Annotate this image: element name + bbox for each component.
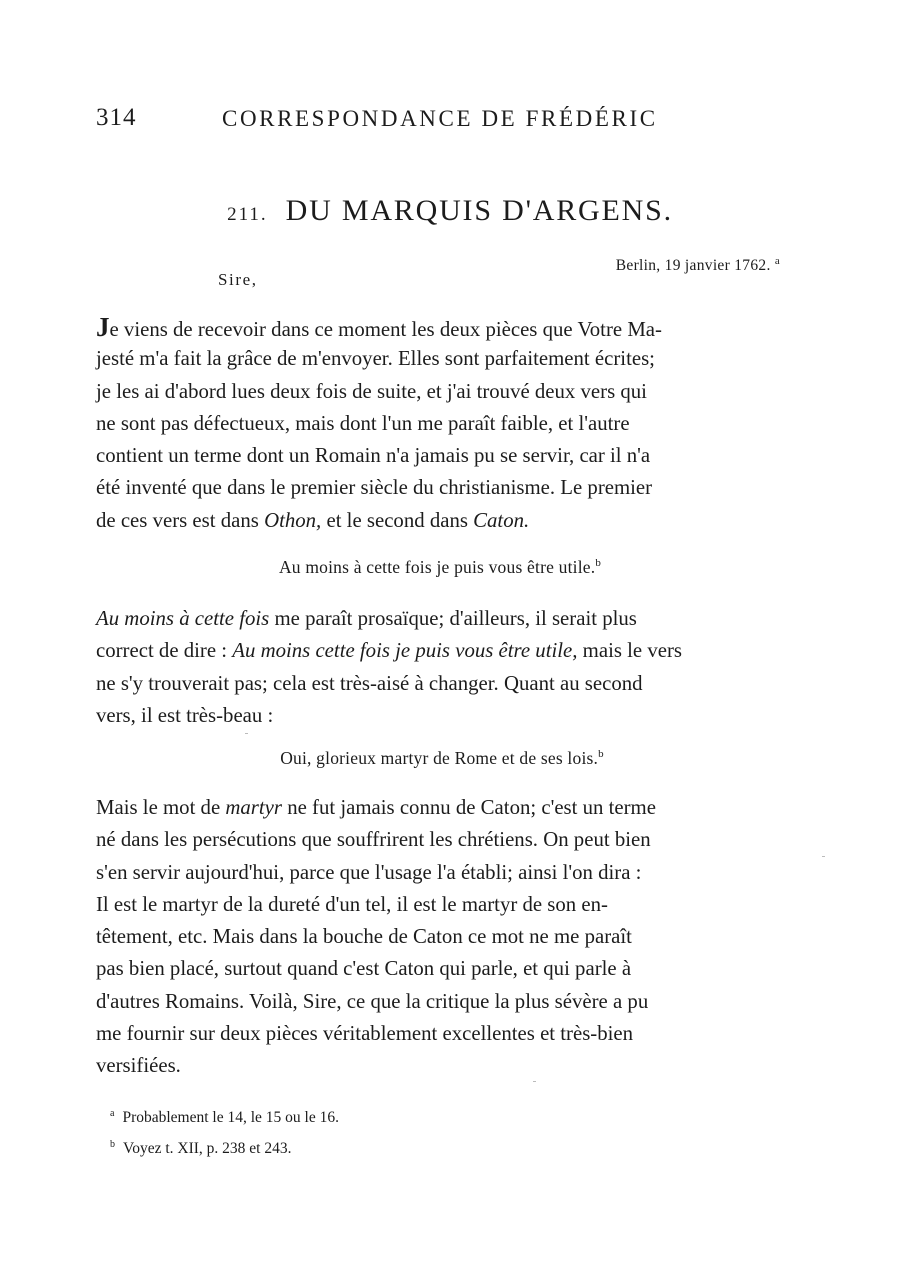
text-line: Je viens de recevoir dans ce moment les deux pièces que Votre Ma- bbox=[96, 312, 662, 342]
footnote-b bbox=[110, 1131, 339, 1162]
verse-text: Oui, glorieux martyr de Rome et de ses lois. bbox=[280, 748, 599, 768]
page-number: 314 bbox=[96, 104, 137, 131]
letter-title: DU MARQUIS D'ARGENS. bbox=[285, 194, 673, 227]
text-line: me fournir sur deux pièces véritablement excellentes et très-bien bbox=[96, 1022, 634, 1046]
running-title: CORRESPONDANCE DE FRÉDÉRIC bbox=[222, 106, 658, 131]
italic-title: Othon, bbox=[264, 508, 322, 532]
text-line: ne sont pas défectueux, mais dont l'un me paraît faible, et l'autre bbox=[96, 411, 630, 435]
text-line: ne s'y trouverait pas; cela est très-aisé à changer. Quant au second bbox=[96, 671, 643, 695]
letter-number: 211. bbox=[227, 204, 268, 225]
verse-quote-2 bbox=[0, 748, 892, 769]
print-speck bbox=[245, 733, 248, 734]
footnote-a bbox=[110, 1100, 339, 1131]
drop-cap: J bbox=[96, 312, 110, 342]
text-line: d'autres Romains. Voilà, Sire, ce que la critique la plus sévère a pu bbox=[96, 989, 649, 1013]
dateline-text: Berlin, 19 janvier 1762. bbox=[615, 257, 771, 274]
text-line: pas bien placé, surtout quand c'est Caton qui parle, et qui parle à bbox=[96, 957, 632, 981]
text-line: têtement, etc. Mais dans la bouche de Caton ce mot ne me paraît bbox=[96, 925, 632, 949]
text-line: né dans les persécutions que souffrirent les chrétiens. On peut bien bbox=[96, 828, 651, 852]
verse-text: Au moins à cette fois je puis vous être utile. bbox=[278, 557, 596, 577]
text-line: été inventé que dans le premier siècle du christianisme. Le premier bbox=[96, 476, 653, 500]
paragraph-2 bbox=[96, 603, 806, 732]
text-line: je les ai d'abord lues deux fois de suite, et j'ai trouvé deux vers qui bbox=[96, 379, 647, 403]
paragraph-3 bbox=[96, 792, 806, 1083]
paragraph-1 bbox=[96, 311, 806, 537]
text-line: Mais le mot de martyr ne fut jamais connu de Caton; c'est un terme bbox=[96, 796, 656, 819]
text-line: vers, il est très-beau : bbox=[96, 703, 274, 727]
text-line: Il est le martyr de la dureté d'un tel, il est le martyr de son en- bbox=[96, 892, 608, 916]
footnote-mark: a bbox=[110, 1108, 115, 1119]
verse-quote-1 bbox=[0, 557, 890, 578]
dateline bbox=[615, 254, 780, 275]
footnote-text: Voyez t. XII, p. 238 et 243. bbox=[123, 1140, 292, 1158]
footnote-text: Probablement le 14, le 15 ou le 16. bbox=[122, 1109, 339, 1127]
footnote-ref-b: b bbox=[598, 748, 604, 761]
footnote-ref-a: a bbox=[774, 254, 780, 267]
salutation: Sire, bbox=[218, 270, 258, 289]
footnotes bbox=[110, 1100, 339, 1162]
print-speck bbox=[822, 856, 825, 857]
text-line: correct de dire : Au moins cette fois je puis vous être utile, mais le vers bbox=[96, 639, 683, 663]
running-head bbox=[96, 104, 816, 138]
text-line: de ces vers est dans Othon, et le second dans Caton. bbox=[96, 508, 530, 532]
text-line: versifiées. bbox=[96, 1054, 181, 1078]
print-speck bbox=[533, 1081, 536, 1082]
letter-heading bbox=[0, 194, 900, 228]
footnote-ref-b: b bbox=[595, 557, 602, 570]
footnote-mark: b bbox=[110, 1139, 115, 1151]
text-line: s'en servir aujourd'hui, parce que l'usage l'a établi; ainsi l'on dira : bbox=[96, 860, 642, 884]
text-line: contient un terme dont un Romain n'a jamais pu se servir, car il n'a bbox=[96, 444, 651, 468]
italic-title: Caton. bbox=[473, 508, 530, 532]
text-line: Au moins à cette fois me paraît prosaïque; d'ailleurs, il serait plus bbox=[96, 607, 637, 630]
text-line: jesté m'a fait la grâce de m'envoyer. Elles sont parfaitement écrites; bbox=[96, 347, 655, 371]
